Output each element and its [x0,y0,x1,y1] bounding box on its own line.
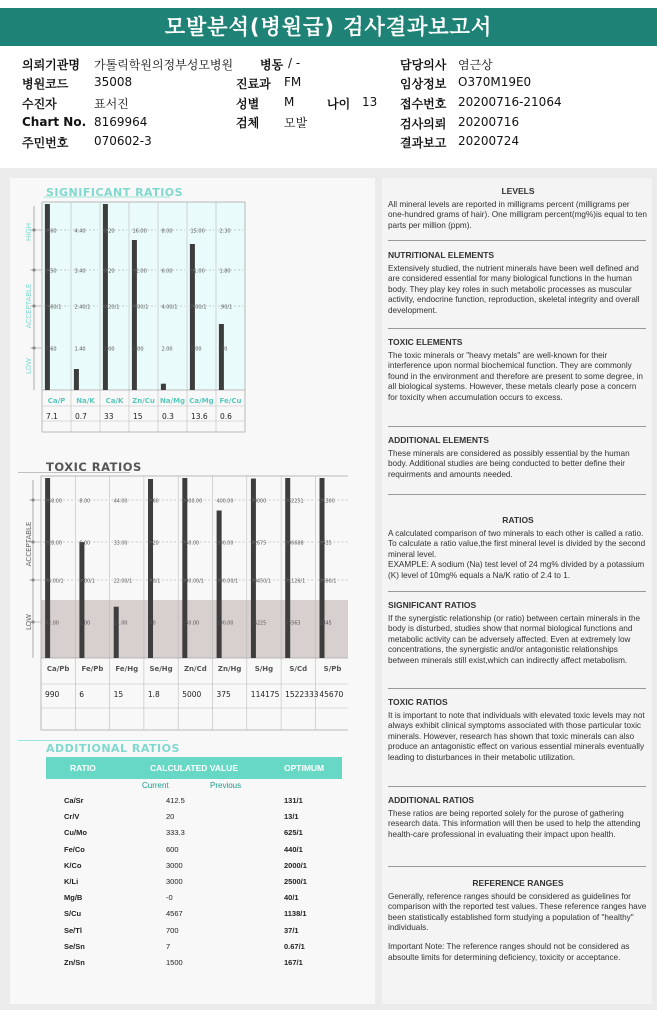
additional-elements-block [388,435,648,480]
scale-label: 71126/1 [285,579,306,585]
scale-label: 4.00 [132,346,144,353]
additional-ratio-row [46,809,342,825]
additional-ratio-row [46,825,342,841]
side-label: HIGH [25,222,33,242]
scale-label: 35563 [285,621,301,627]
optimum-value: 167/1 [284,957,303,967]
result-value: 13.6 [191,412,208,421]
scale-label: 6.20 [103,268,115,275]
toxic-block [388,337,648,404]
significant-ratios-chart [18,196,258,436]
side-label: ACCEPTABLE [25,521,33,567]
scale-label: 3.50 [45,268,57,275]
side-label: ACCEPTABLE [25,283,33,329]
scale-label: 250.00 [182,621,200,627]
column-label: Ca/Pb [46,665,70,673]
info-label: 접수번호 [400,97,447,111]
result-value: 33 [104,412,114,421]
current-value: 20 [166,812,175,822]
ratio-name: Se/Tl [64,925,82,935]
current-value: 700 [166,925,179,935]
ratio-bar [285,478,290,658]
scale-label: 4.00/1 [79,579,95,585]
optimum-value: 440/1 [284,844,303,854]
result-value: 15 [133,412,143,421]
column-label: Zn/Hg [217,665,242,673]
additional-ratio-row [46,874,342,890]
result-value: 1522333 [285,690,319,699]
divider [388,240,646,241]
ratio-bar [251,479,256,658]
scale-label: 14225 [250,621,267,627]
current-value: 333.3 [166,828,185,838]
scale-label: 128.00 [45,541,62,547]
column-label: S/Pb [323,665,342,673]
scale-label: 2.60/1 [45,304,62,311]
scale-label: 1.80 [219,268,231,275]
toxic-text: The toxic minerals or "heavy metals" are well-known for their interference upon normal biochemical function. They are commonly found in the environment and therefore are present to some degree, in all biological systems. However, these metals clearly pose a concern for toxicity when accumulation occurs to excess. [388,350,643,402]
scale-label: 8535 [319,541,332,547]
scale-label: 1000.00 [182,499,203,505]
scale-label: 500.00/1 [182,579,204,585]
scale-label: 15.00 [190,228,205,235]
scale-label: 1.20 [148,541,159,547]
scale-label: 42.00 [45,621,59,627]
scale-label: 3.00 [190,346,202,353]
info-label: 임상정보 [400,77,447,91]
ratio-bar [79,542,84,658]
column-label: Ca/K [105,397,124,405]
toxic-ratios-title: TOXIC RATIOS [46,460,142,474]
scale-label: .40 [148,621,156,627]
additional-ratios-block [388,795,648,840]
scale-label: 400.00 [216,499,234,505]
additional-ratio-row [46,939,342,955]
additional-ratio-row [46,955,342,971]
ratio-bar [74,369,79,390]
current-value: 412.5 [166,796,185,805]
header-optimum: OPTIMUM [284,763,325,773]
scale-label: 2.40/1 [74,304,91,311]
info-label: 주민번호 [22,136,69,150]
nutritional-title: NUTRITIONAL ELEMENTS [388,250,495,260]
ratio-bar [190,244,195,390]
info-label: 진료과 [236,77,271,91]
info-value: 35008 [94,75,133,89]
scale-label: 8.00 [161,228,173,235]
side-label: LOW [25,357,33,375]
scale-label: 1.40 [74,346,86,353]
info-value: 13 [362,95,378,109]
scale-label: .90/1 [219,304,233,311]
scale-label: 11.00 [190,268,205,275]
header-ratio: RATIO [70,763,96,773]
result-value: 7.1 [46,412,58,421]
ratio-name: K/Co [64,860,82,870]
scale-label: 90000 [250,499,267,505]
scale-label: 106688 [285,541,304,547]
scale-label: 44.00 [113,499,128,505]
toxic-ratios-block [388,697,648,764]
scale-label: 8.00 [79,499,91,505]
reference-ranges-text: Generally, reference ranges should be considered as guidelines for comparison with the reported test values. These reference ranges have been statistically established form studying a population of "healthy" individuals. [388,891,647,933]
scale-label: 8.00/1 [132,304,149,311]
levels-text: All mineral levels are reported in milligrams percent (milligrams per one-hundred grams of hair). One milligram percent(mg%)is equal to ten parts per million (ppm). [388,199,647,230]
info-value: / - [288,56,301,70]
reference-ranges-block [388,878,648,963]
levels-title: LEVELS [501,186,535,196]
additional-ratio-row [46,906,342,922]
divider [388,591,646,592]
info-value: 8169964 [94,115,148,129]
scale-label: 100.00 [216,621,234,627]
ratio-name: Cr/V [64,812,80,822]
current-value: 3000 [166,860,183,870]
toxic-ratios-text: It is important to note that individuals with elevated toxic levels may not always exhibit clinical symptoms associated with those particular toxic minerals. However, research has shown that toxic minerals can also produce an antagonistic effect on various essential minerals eventually leading to disturbances in their metabolic utilization. [388,710,645,762]
column-label: Ca/Mg [189,397,214,405]
column-label: Ca/P [47,397,66,405]
column-label: Fe/Cu [219,397,242,405]
scale-label: 2845 [319,621,332,627]
scale-label: 750.00 [182,541,200,547]
ratio-name: K/Li [64,876,79,886]
info-value: 모발 [284,116,308,130]
additional-elements-title: ADDITIONAL ELEMENTS [388,435,489,445]
scale-label: 22.00/1 [113,579,133,585]
toxic-ratios-text-title: TOXIC RATIOS [388,697,448,707]
scale-label: 3.40 [74,268,86,275]
significant-ratios-block [388,600,648,667]
current-value: 600 [166,844,179,854]
divider [388,494,646,495]
scale-label: 6.00 [161,268,173,275]
additional-elements-text: These minerals are considered as possibly essential by the human body. Additional studies are being conducted to better define their requirments and amounts needed. [388,448,630,479]
scale-label: 1.60 [148,499,159,505]
scale-label: 11.00 [113,621,128,627]
result-value: 0.3 [162,412,174,421]
scale-label: 168.00 [45,499,62,505]
info-value: M [284,95,295,109]
low-band [41,600,348,658]
info-label: 의뢰기관명 [22,58,80,72]
optimum-value: 13/1 [284,812,299,822]
scale-label: 42675 [250,541,267,547]
significant-ratios-svg [18,196,258,436]
info-value: FM [284,75,302,89]
result-value: 0.7 [75,412,87,421]
info-value: 20200716 [458,115,520,129]
result-value: 5000 [182,690,202,699]
column-label: Fe/Hg [115,665,139,673]
ratio-bar [219,324,224,390]
header-current: Current [142,781,169,790]
side-dot [31,498,34,501]
toxic-title: TOXIC ELEMENTS [388,337,463,347]
nutritional-text: Extensively studied, the nutrient minerals have been well defined and are considered essential for many biological functions in the human body. They play key roles in such metabolic processes as muscular activity, endocrine function, reproduction, skeletal integrity and overall development. [388,263,640,315]
additional-ratios-table [46,757,342,971]
result-value: 45670 [319,690,344,699]
levels-block [388,186,648,231]
scale-label: 4.40 [74,228,86,235]
current-value: 3000 [166,876,183,886]
ratio-name: S/Cu [64,909,82,919]
current-value: 1500 [166,957,183,967]
divider [388,786,646,787]
info-value: O370M19E0 [458,75,532,89]
nutritional-block [388,250,648,317]
important-note: Important Note: The reference ranges should not be considered as absoulte limits for determining deficiency, toxicity or acceptance. [388,941,630,962]
side-dot [31,578,34,581]
info-label: 병원코드 [22,77,69,91]
result-value: 375 [216,690,231,699]
ratio-bar [148,479,153,658]
result-value: 6 [79,690,85,699]
scale-label: 2.30 [219,228,231,235]
additional-ratios-text: These ratios are being reported solely for the purose of gathering research data. This information will then be used to help the attending health-care professional in evaluating their impact upon health. [388,808,641,839]
scale-label: .20 [219,346,228,353]
ratio-bar [45,478,50,658]
column-label: Fe/Pb [81,665,104,673]
result-value: 114175 [250,690,280,699]
ratio-bar [132,240,137,390]
ratio-name: Ca/Sr [64,796,84,805]
scale-label: 33.00 [113,541,128,547]
info-label: 수진자 [22,97,57,111]
scale-label: 11300 [319,499,335,505]
additional-ratio-row [46,923,342,939]
ratio-bar [320,478,325,658]
result-value: 15 [113,690,124,699]
scale-label: 16.00 [132,228,147,235]
info-label: 성별 [236,97,260,111]
additional-ratio-row [46,842,342,858]
result-value: 990 [45,690,60,699]
scale-label: 2.00 [79,621,91,627]
toxic-ratios-svg [18,472,348,736]
significant-ratios-text: If the synergistic relationship (or ratio) between certain minerals in the body is disturbed, studies show that normal biological functions and metabolic activity can be adversely affected. Even at extremely low concentrations, the synergistic and/or antagonistic relationships between minerals still exist,which can indirectly affect metabolism. [388,613,641,665]
info-value: 20200716-21064 [458,95,562,109]
ratio-name: Se/Sn [64,941,85,951]
additional-table-subheader [46,779,342,793]
additional-table-header [46,757,342,779]
column-label: S/Hg [254,665,274,673]
info-label: 검사의뢰 [400,117,447,131]
ratios-block [388,515,648,582]
divider [388,328,646,329]
ratio-name: Fe/Co [64,844,85,854]
optimum-value: 1138/1 [284,909,307,919]
info-label: 병동 [260,58,284,72]
info-value: 070602-3 [94,134,152,148]
toxic-ratios-chart [18,472,348,736]
ratio-bar [114,607,119,658]
ratio-name: Mg/B [64,893,83,903]
optimum-value: 40/1 [284,893,299,903]
scale-label: 8.20 [103,228,115,235]
ratios-example: EXAMPLE: A sodium (Na) test level of 24 mg% divided by a potassium (K) level of 10mg% equals a Na/K ratio of 2.4 to 1. [388,560,645,580]
scale-label: 4.20/1 [103,304,120,311]
ratio-name: Zn/Sn [64,957,85,967]
current-value: -0 [166,893,173,903]
report-title: 모발분석(병원급) 검사결과보고서 [0,8,657,46]
info-label: 결과보고 [400,136,447,150]
scale-label: 200.00/1 [216,579,239,585]
column-label: Zn/Cd [183,665,207,673]
scale-label: 7.00/1 [190,304,207,311]
scale-label: 5690/1 [319,579,337,585]
additional-ratio-row [46,890,342,906]
optimum-value: 0.67/1 [284,941,305,951]
ratio-name: Cu/Mo [64,828,87,838]
scale-label: 6.00 [79,541,91,547]
additional-ratio-row [46,858,342,874]
additional-table-body [46,793,342,971]
ratio-bar [161,384,166,390]
reference-ranges-title: REFERENCE RANGES [472,878,564,888]
divider [388,426,646,427]
current-value: 4567 [166,909,183,919]
scale-label: .80/1 [148,579,161,585]
scale-label: 4.60 [45,228,57,235]
info-label: 나이 [327,97,351,111]
scale-label: 28450/1 [250,579,271,585]
result-value: 1.8 [147,690,160,699]
significant-ratios-title: SIGNIFICANT RATIOS [46,186,184,199]
optimum-value: 2500/1 [284,876,307,886]
header-previous: Previous [210,781,242,790]
ratios-text: A calculated comparison of two minerals to each other is called a ratio. To calculate a ratio value,the first mineral level is divided by the second mineral level. [388,528,646,559]
info-label: 담당의사 [400,58,447,72]
additional-title-rule [18,740,168,741]
optimum-value: 2000/1 [284,860,307,870]
scale-label: 1.60 [45,346,57,353]
additional-ratios-text-title: ADDITIONAL RATIOS [388,795,475,805]
scale-label: 4.00/1 [161,304,178,311]
info-label: Chart No. [22,115,87,129]
info-value: 염근상 [458,58,493,72]
info-label: 검체 [236,116,260,130]
divider [388,866,646,867]
significant-ratios-text-title: SIGNIFICANT RATIOS [388,600,477,610]
divider [388,688,646,689]
additional-ratio-row [46,793,342,809]
scale-label: 300.00 [216,541,234,547]
side-label: LOW [25,613,33,631]
ratio-bar [182,478,187,658]
column-label: S/Cd [289,665,308,673]
column-label: Se/Hg [149,665,173,673]
scale-label: 12.00 [132,268,147,275]
additional-ratios-title: ADDITIONAL RATIOS [46,742,180,755]
current-value: 7 [166,941,171,951]
column-label: Zn/Cu [132,397,155,405]
info-value: 20200724 [458,134,520,148]
scale-label: 84.00/1 [45,579,64,585]
info-value: 표서진 [94,97,129,111]
column-label: Na/K [76,397,95,405]
column-label: Na/Mg [159,397,186,405]
side-dot [32,346,35,349]
info-value: 가톨릭학원의정부성모병원 [94,58,234,72]
ratios-title: RATIOS [502,515,534,525]
scale-label: 2.00 [161,346,173,353]
scale-label: 142251 [285,499,304,505]
result-value: 0.6 [220,412,232,421]
side-dot [32,268,35,271]
optimum-value: 37/1 [284,925,299,935]
scale-label: 2.00 [103,346,115,353]
optimum-value: 625/1 [284,828,303,838]
header-calculated: CALCULATED VALUE [150,763,238,773]
optimum-value: 131/1 [284,796,303,805]
